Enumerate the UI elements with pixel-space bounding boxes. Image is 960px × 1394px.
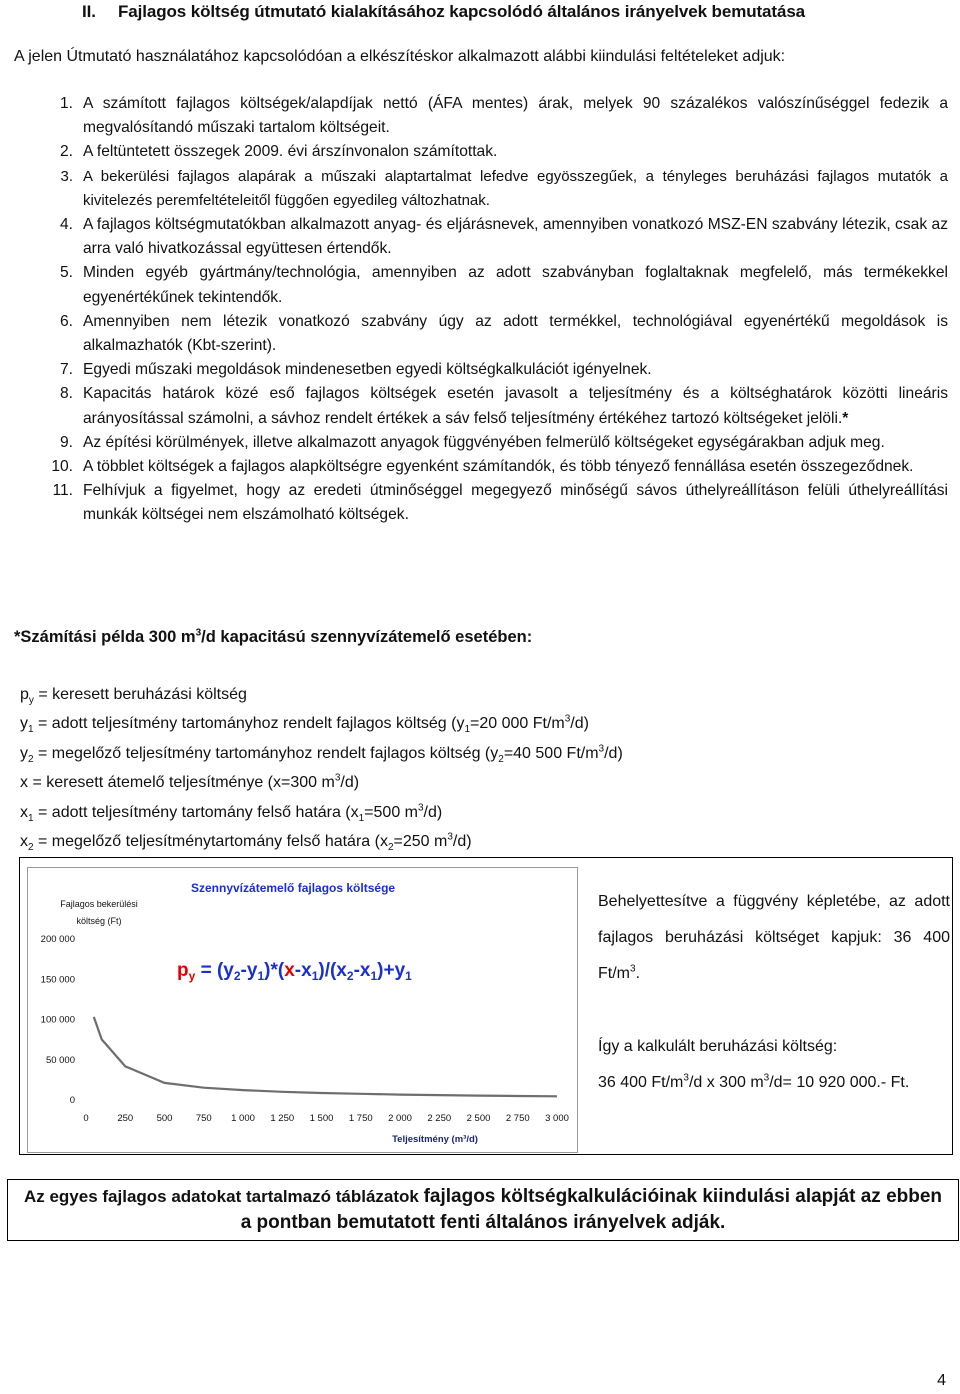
cost-chart (27, 867, 578, 1153)
list-item: 11. Felhívjuk a figyelmet, hogy az eredeti útminőséggel megegyező minőségű sávos úthelyreállításon felüli úthelyreállítási munkák költségei nem elszámolható költségek. (52, 482, 948, 524)
section-heading (82, 2, 805, 22)
def-y1: $y_1$ = adott teljesítmény tartományhoz rendelt fajlagos költség ($y_1=20$ 000 $Ft/m^3/d$) (20, 714, 589, 736)
def-y2: $y_2$ = megelőző teljesítmény tartományhoz rendelt fajlagos költség ($y_2=40$ 500 $Ft/m^3/d$) (20, 743, 623, 765)
chart-title: Szennyvízátemelő fajlagos költsége (191, 881, 396, 895)
def-py: $p_y$ = keresett beruházási költség (20, 686, 247, 707)
list-item: 3. A bekerülési fajlagos alapárak a műszaki alaptartalmat lefedve egyösszegűek, a tényleges beruházási fajlagos mutatók a kivitelezés peremfeltételeitől függően egyedileg változhatnak. (60, 167, 948, 209)
calculated-cost-text (598, 1029, 950, 1101)
x-tick-label: 750 (195, 1113, 212, 1124)
list-item: 8. Kapacitás határok közé eső fajlagos költségek esetén javasolt a teljesítmény és a költséghatárok közötti lineáris arányosítással számolni, a sávhoz rendelt értékek a sáv felső teljesítmény értékéhez tartozó költségeket jelöli.* (59, 385, 948, 427)
formula: $p_y = (y_2-y_1)*(x-x_1)/(x_2-x_1)+y_1$ (177, 960, 412, 983)
def-x2: $x_2$ = megelőző teljesítménytartomány felső határa ($x_2=250$ $m^3/d$) (20, 831, 472, 854)
list-item: 4. A fajlagos költségmutatókban alkalmazott anyag- és eljárásnevek, amennyiben vonatkozó MSZ-EN szabvány létezik, csak az arra való hivatkozással együttesen értendők. (59, 216, 948, 258)
summary-part-a: Az egyes fajlagos adatokat tartalmazó táblázatok (23, 1187, 424, 1206)
calculated-cost-value: 36 400 $Ft/m^3/d$ x 300 $m^3/d= 10$ 920 000.- Ft. (598, 1072, 910, 1091)
x-tick-label: 2 000 (388, 1113, 412, 1124)
section-title: Fajlagos költség útmutató kialakításához kapcsolódó általános irányelvek bemutatása (118, 2, 806, 21)
intro-paragraph: A jelen Útmutató használatához kapcsolódóan a elkészítéskor alkalmazott alábbi kiindulási feltételeket adjuk: (14, 48, 786, 65)
list-item: 1. A számított fajlagos költségek/alapdíjak nettó (ÁFA mentes) árak, melyek 90 százalékos valószínűséggel fedezik a megvalósítandó műszaki tartalom költségeit. (59, 95, 948, 137)
calculated-cost-label: Így a kalkulált beruházási költség: (598, 1038, 838, 1055)
x-tick-label: 2 250 (427, 1113, 452, 1124)
variable-definitions (20, 680, 623, 856)
y-tick-label: 50 000 (45, 1054, 75, 1066)
x-tick-label: 500 (156, 1113, 173, 1124)
y-axis-label: Fajlagos bekerülési költség (Ft) (60, 899, 138, 926)
rules-list (40, 92, 948, 528)
substitution-text: Behelyettesítve a függvény képletébe, az adott fajlagos beruházási költséget kapjuk: 36 400 $Ft/m^3$. (598, 893, 950, 982)
x-axis-label: Teljesítmény (m³/d) (392, 1134, 478, 1145)
series-line (94, 1017, 557, 1096)
y-tick-label: 0 (69, 1095, 75, 1106)
y-tick-label: 150 000 (40, 974, 75, 986)
list-item: 10. A többlet költségek a fajlagos alapköltségre egyenként számítandók, és több tényező fennállása esetén összegeződnek. (51, 458, 914, 476)
def-x: x = keresett átemelő teljesítménye (x=300 $m^3/d$) (20, 772, 360, 792)
summary-line-2: a pontban bemutatott fenti általános irányelvek adják. (240, 1212, 726, 1233)
x-tick-label: 0 (83, 1113, 89, 1124)
list-item: 9. Az építési körülmények, illetve alkalmazott anyagok függvényében felmerülő költségeket egységárakban adjuk meg. (59, 433, 885, 451)
list-item: 5. Minden egyéb gyártmány/technológia, amennyiben az adott szabványban foglaltaknak megfelelő, más termékekkel egyenértékűnek tekintendők. (59, 264, 948, 306)
y-tick-label: 100 000 (40, 1014, 75, 1026)
example-title: *Számítási példa 300 $m^3/d$ kapacitású szennyvízátemelő esetében: (14, 627, 533, 646)
x-tick-label: 250 (117, 1113, 134, 1124)
list-item: 7. Egyedi műszaki megoldások mindenesetben egyedi költségkalkulációt igényelnek. (59, 361, 652, 379)
y-tick-label: 200 000 (40, 934, 75, 945)
x-tick-label: 3 000 (545, 1113, 569, 1124)
x-tick-label: 2 750 (505, 1113, 530, 1124)
x-tick-label: 1 250 (270, 1113, 295, 1124)
list-item: 2. A feltüntetett összegek 2009. évi árszínvonalon számítottak. (59, 143, 498, 161)
footnote-mark: * (842, 409, 849, 427)
summary-box (7, 1179, 959, 1241)
x-tick-label: 1 500 (309, 1113, 334, 1124)
x-tick-label: 2 500 (466, 1113, 491, 1124)
section-number: II. (82, 2, 96, 21)
list-item: 6. Amennyiben nem létezik vonatkozó szabvány úgy az adott termékkel, technológiával egyenértékű megoldások is alkalmazhatók (Kbt-szerint). (59, 312, 948, 355)
x-tick-label: 1 000 (231, 1113, 255, 1124)
def-x1: $x_1$ = adott teljesítmény tartomány felső határa ($x_1=500$ $m^3/d$) (20, 802, 443, 824)
x-tick-label: 1 750 (348, 1113, 373, 1124)
page-number: 4 (937, 1372, 946, 1389)
summary-part-b: fajlagos költségkalkulációinak kiindulási alapját az ebben (423, 1186, 943, 1207)
